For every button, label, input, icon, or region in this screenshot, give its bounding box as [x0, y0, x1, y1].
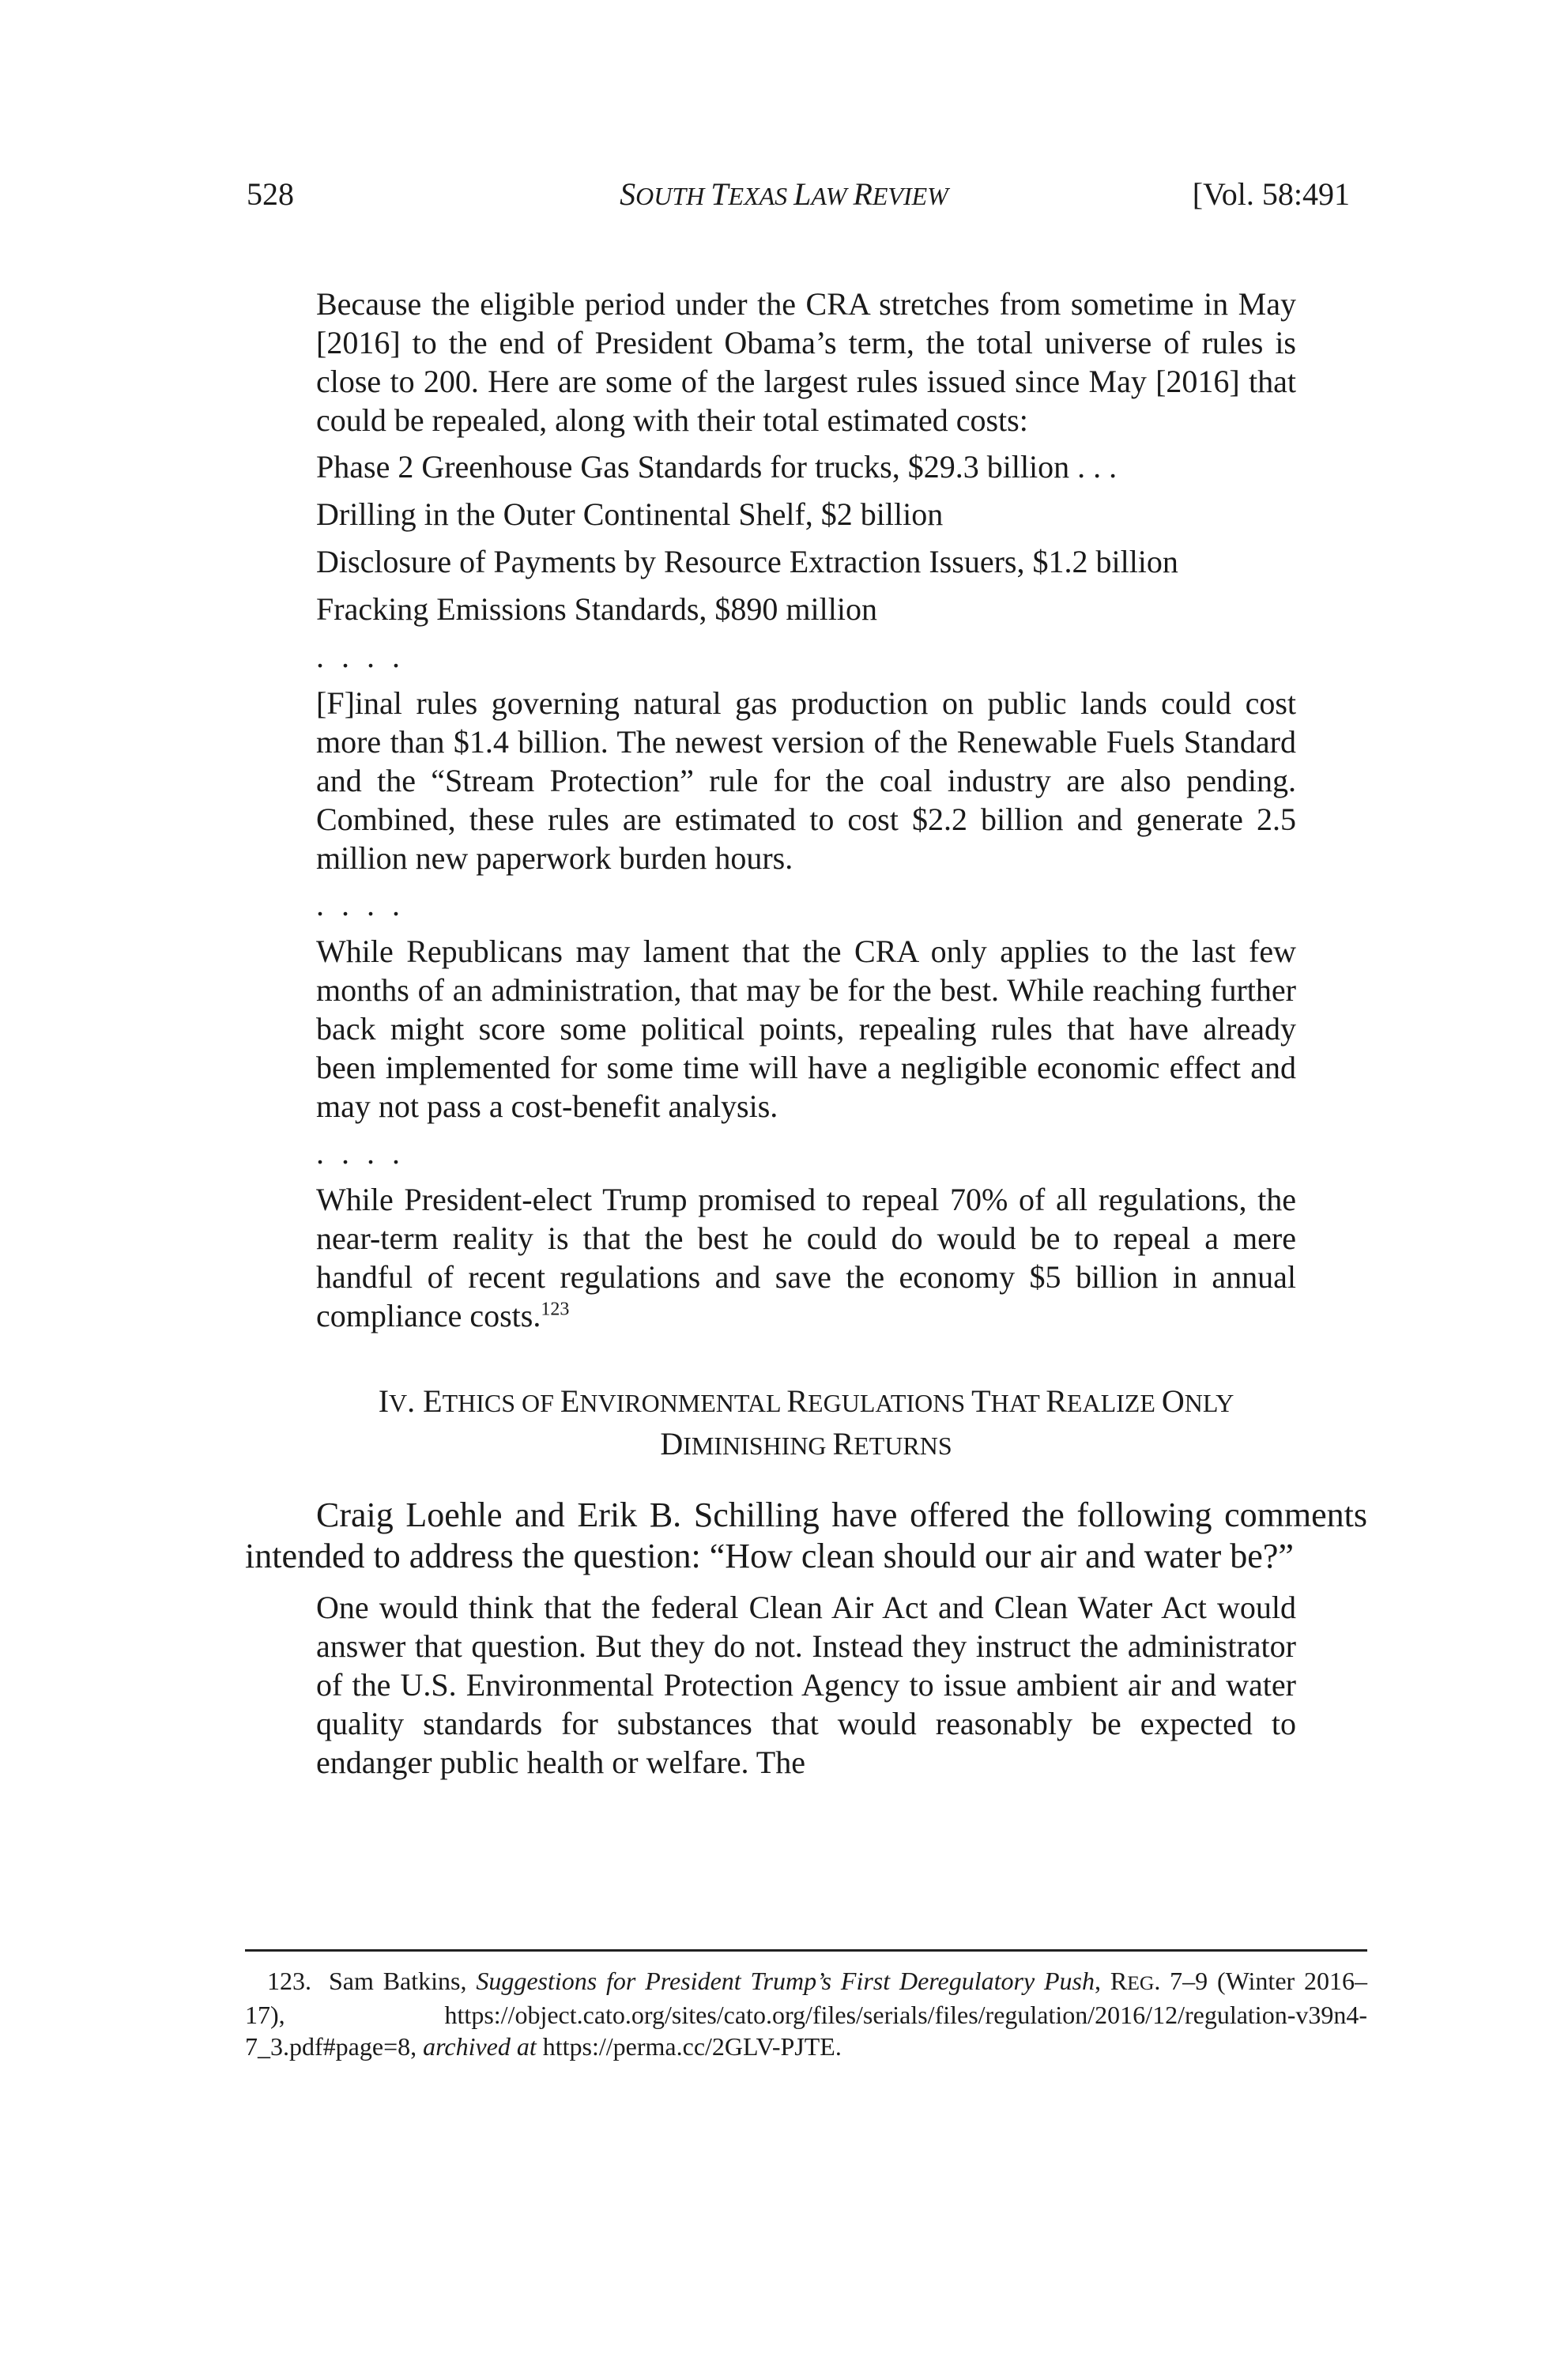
footnote-link[interactable]: . 7–9 (Winter 2016–17), https://object.cato.org/sites/cato.org/files/serials/files/regulation/2016/12/regulation-v39n4-7_3.pdf#page=8, — [245, 1967, 1368, 2061]
ellipsis: . . . . — [316, 887, 405, 922]
page-number: 528 — [247, 176, 294, 212]
body-paragraph: Craig Loehle and Erik B. Schilling have offered the following comments intended to address the question: “How clean should our air and water be?” — [245, 1496, 1367, 1575]
quote-paragraph: While Republicans may lament that the CRA only applies to the last few months of an administration, that may be for the best. While reaching further back might score some political points, repealing rules that have already been implemented for some time will have a negligible economic effect and may not pass a cost-benefit analysis. — [316, 934, 1296, 1124]
footnote-title: Suggestions for President Trump’s First Deregulatory Push — [476, 1967, 1095, 1995]
footnote-reference[interactable]: 123 — [541, 1299, 570, 1320]
list-item: Drilling in the Outer Continental Shelf, $2 billion — [316, 496, 944, 532]
footnote-divider — [245, 1949, 1367, 1952]
block-quote-1 — [316, 285, 1296, 1335]
ellipsis: . . . . — [316, 1135, 405, 1171]
quote-paragraph: [F]inal rules governing natural gas production on public lands could cost more than $1.4 billion. The newest version of the Renewable Fuels Standard and the “Stream Protection” rule for the coal industry are also pending. Combined, these rules are estimated to cost $2.2 billion and generate 2.5 million new paperwork burden hours. — [316, 685, 1296, 876]
quote-paragraph: While President-elect Trump promised to repeal 70% of all regulations, the near-term reality is that the best he could do would be to repeal a mere handful of recent regulations and save the economy $5 billion in annual compliance costs.$^{123}$ — [316, 1182, 1296, 1333]
perma-link[interactable]: https://perma.cc/2GLV-PJTE. — [536, 2032, 842, 2061]
section-heading — [245, 1381, 1367, 1466]
volume-citation: [Vol. 58:491 — [1192, 176, 1350, 212]
list-item: Fracking Emissions Standards, $890 million — [316, 591, 877, 627]
ellipsis: . . . . — [316, 639, 405, 674]
running-header — [0, 175, 1568, 223]
list-item: Disclosure of Payments by Resource Extraction Issuers, $1.2 billion — [316, 544, 1178, 579]
journal-title: SOUTH TEXAS LAW REVIEW — [620, 176, 948, 212]
quote-paragraph: One would think that the federal Clean Air Act and Clean Water Act would answer that question. But they do not. Instead they instruct the administrator of the U.S. Environmental Protection Agency to issue ambient air and water quality standards for substances that would reasonably be expected to endanger public health or welfare. The — [316, 1590, 1296, 1780]
section-heading-line-2: DIMINISHING RETURNS — [660, 1426, 952, 1462]
quote-intro: Because the eligible period under the CRA stretches from sometime in May [2016] to the end of President Obama’s term, the total universe of rules is close to 200. Here are some of the largest rules issued since May [2016] that could be repealed, along with their total estimated costs: — [316, 286, 1296, 438]
list-item: Phase 2 Greenhouse Gas Standards for trucks, $29.3 billion . . . — [316, 449, 1118, 485]
body-text — [245, 285, 1367, 1790]
footnote-number: 123. — [267, 1967, 311, 1995]
footnote: 123. Sam Batkins, Suggestions for President Trump’s First Deregulatory Push, REG. 7–9 (Winter 2016–17), https://object.cato.org/sites/cato.org/files/serials/files/regulation/2016/12/regulation-v39n4-7_3.pdf#page=8, archived at https://perma.cc/2GLV-PJTE. — [245, 1967, 1368, 2061]
block-quote-2 — [316, 1588, 1296, 1782]
section-heading-line-1: IV. ETHICS OF ENVIRONMENTAL REGULATIONS THAT REALIZE ONLY — [378, 1383, 1234, 1419]
